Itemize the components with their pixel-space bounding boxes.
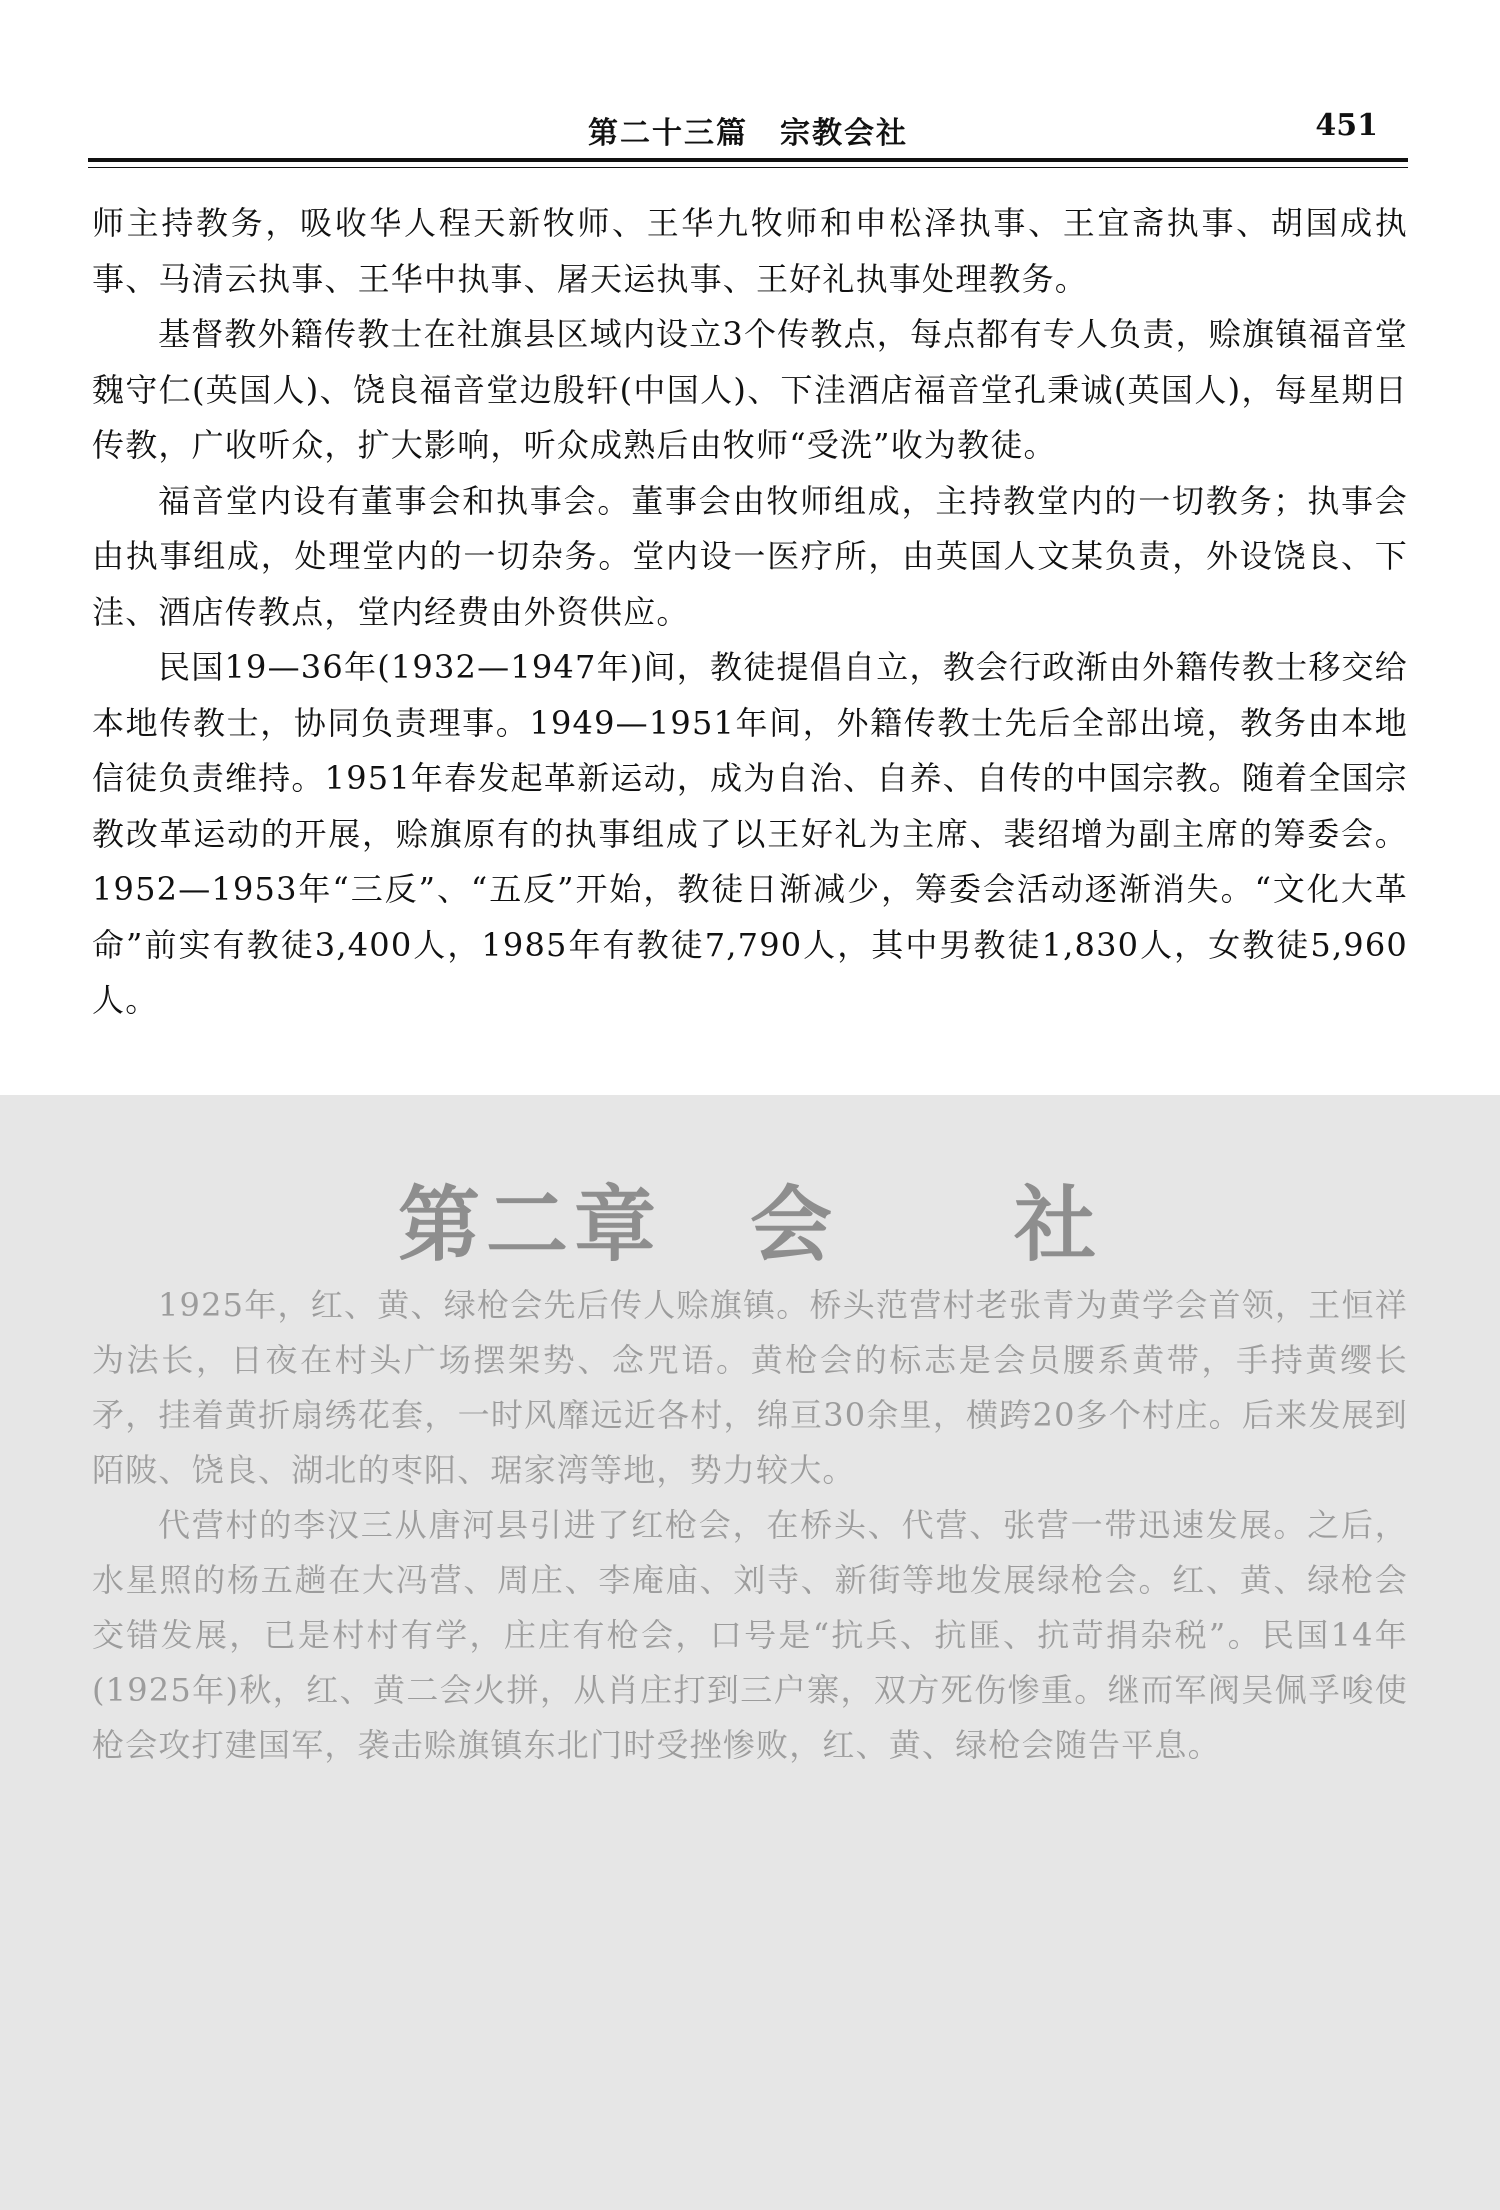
paragraph-republic-era: 民国19—36年(1932—1947年)间，教徒提倡自立，教会行政渐由外籍传教士移交给本地传教士，协同负责理事。1949—1951年间，外籍传教士先后全部出境，教务由本地信徒负责维持。1951年春发起革新运动，成为自治、自养、自传的中国宗教。随着全国宗教改革运动的开展，赊旗原有的执事组成了以王好礼为主席、裴绍增为副主席的筹委会。1952—1953年“三反”、“五反”开始，教徒日渐减少，筹委会活动逐渐消失。“文化大革命”前实有教徒3,400人，1985年有教徒7,790人，其中男教徒1,830人，女教徒5,960人。 [92, 648, 1408, 1019]
header-rule-thin [88, 167, 1408, 168]
body-text [92, 196, 1408, 1029]
paragraph-councils: 福音堂内设有董事会和执事会。董事会由牧师组成，主持教堂内的一切教务；执事会由执事组成，处理堂内的一切杂务。堂内设一医疗所，由英国人文某负责，外设饶良、下洼、酒店传教点，堂内经费由外资供应。 [92, 481, 1408, 631]
section-title: 第二十三篇 宗教会社 [588, 116, 908, 151]
paragraph-spear-societies: 1925年，红、黄、绿枪会先后传人赊旗镇。桥头范营村老张青为黄学会首领，王恒祥为法长，日夜在村头广场摆架势、念咒语。黄枪会的标志是会员腰系黄带，手持黄缨长矛，挂着黄折扇绣花套，一时风靡远近各村，绵亘30余里，横跨20多个村庄。后来发展到陌陂、饶良、湖北的枣阳、琚家湾等地，势力较大。 [92, 1286, 1408, 1489]
paragraph-continued: 师主持教务，吸收华人程天新牧师、王华九牧师和申松泽执事、王宜斋执事、胡国成执事、马清云执事、王华中执事、屠天运执事、王好礼执事处理教务。 [92, 204, 1408, 298]
paragraph-missionary-stations: 基督教外籍传教士在社旗县区域内设立3个传教点，每点都有专人负责，赊旗镇福音堂魏守仁(英国人)、饶良福音堂边殷轩(中国人)、下洼酒店福音堂孔秉诚(英国人)，每星期日传教，广收听众，扩大影响，听众成熟后由牧师“受洗”收为教徒。 [92, 315, 1408, 464]
chapter-title: 第二章 会 社 [397, 1177, 1102, 1273]
paragraph-red-spear-society: 代营村的李汉三从唐河县引进了红枪会，在桥头、代营、张营一带迅速发展。之后，水星照的杨五趟在大冯营、周庄、李庵庙、刘寺、新街等地发展绿枪会。红、黄、绿枪会交错发展，已是村村有学，庄庄有枪会，口号是“抗兵、抗匪、抗苛捐杂税”。民国14年(1925年)秋，红、黄二会火拼，从肖庄打到三户寨，双方死伤惨重。继而军阀吴佩孚唆使枪会攻打建国军，袭击赊旗镇东北门时受挫惨败，红、黄、绿枪会随告平息。 [92, 1506, 1408, 1764]
header-rule-thick [88, 158, 1408, 162]
running-header [88, 108, 1408, 152]
chapter-body-text [92, 1278, 1408, 1773]
page-number: 451 [1315, 108, 1378, 143]
